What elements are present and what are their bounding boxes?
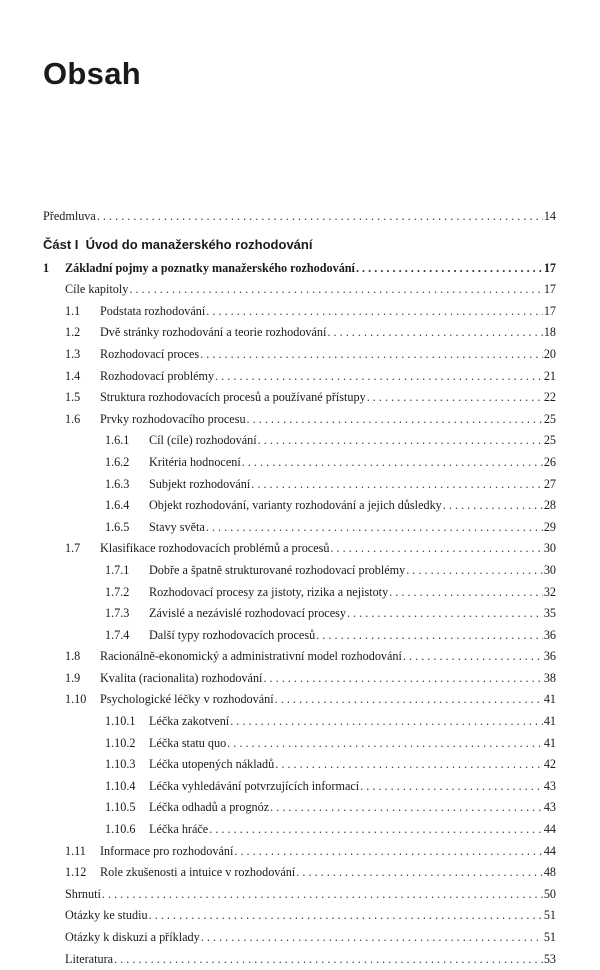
toc-part-heading — [43, 232, 556, 258]
toc-entry-page: 30 — [543, 541, 556, 556]
table-of-contents — [43, 206, 556, 970]
leader-dots — [227, 733, 543, 755]
toc-entry[interactable] — [43, 301, 556, 323]
leader-dots — [356, 258, 543, 280]
toc-entry-page: 17 — [543, 260, 556, 275]
leader-dots — [389, 582, 543, 604]
part-number: Část I — [43, 236, 79, 252]
toc-entry-number: 1 — [43, 260, 50, 275]
toc-entry-label: Subjekt rozhodování — [149, 476, 251, 491]
toc-entry-number: 1.6.1 — [105, 433, 130, 448]
toc-entry[interactable] — [43, 474, 556, 496]
toc-entry-label: Kritéria hodnocení — [149, 454, 241, 469]
toc-entry-page: 30 — [543, 562, 556, 577]
toc-entry-number: 1.7 — [65, 541, 81, 556]
toc-entry-label: Léčka statu quo — [149, 735, 227, 750]
toc-entry-page: 51 — [543, 908, 556, 923]
toc-entry-page: 48 — [543, 865, 556, 880]
toc-entry-page: 32 — [543, 584, 556, 599]
toc-entry-label: Rozhodovací proces — [100, 346, 200, 361]
toc-entry-label: Otázky k diskuzi a příklady — [65, 930, 200, 944]
toc-entry-number: 1.9 — [65, 670, 81, 685]
toc-entry[interactable] — [43, 646, 556, 668]
toc-entry[interactable] — [43, 538, 556, 560]
leader-dots — [327, 322, 542, 344]
leader-dots — [242, 452, 543, 474]
toc-entry-label: Rozhodovací problémy — [100, 368, 215, 383]
page-title: Obsah — [43, 56, 141, 91]
leader-dots — [201, 927, 543, 949]
leader-dots — [275, 689, 543, 711]
toc-entry[interactable] — [43, 452, 556, 474]
toc-entry-page: 53 — [543, 951, 556, 966]
toc-entry-page: 50 — [543, 886, 556, 901]
toc-entry[interactable] — [43, 711, 556, 733]
leader-dots — [206, 517, 543, 539]
toc-entry-number: 1.10.4 — [105, 778, 136, 793]
leader-dots — [403, 646, 543, 668]
toc-entry[interactable] — [43, 582, 556, 604]
toc-entry[interactable] — [43, 668, 556, 690]
toc-entry-page: 36 — [543, 627, 556, 642]
toc-entry-page: 25 — [543, 411, 556, 426]
toc-entry[interactable] — [43, 387, 556, 409]
toc-entry-page: 38 — [543, 670, 556, 685]
leader-dots — [258, 430, 543, 452]
toc-entry-number: 1.5 — [65, 390, 81, 405]
toc-entry-number: 1.10.6 — [105, 822, 136, 837]
toc-entry-label: Kvalita (racionalita) rozhodování — [100, 670, 263, 685]
toc-entry[interactable] — [43, 603, 556, 625]
toc-entry-page: 44 — [543, 822, 556, 837]
leader-dots — [200, 344, 543, 366]
toc-entry-page: 17 — [543, 303, 556, 318]
toc-entry[interactable] — [43, 689, 556, 711]
toc-entry-number: 1.6.4 — [105, 498, 130, 513]
leader-dots — [275, 754, 543, 776]
toc-entry-number: 1.7.3 — [105, 606, 130, 621]
leader-dots — [114, 949, 543, 970]
toc-entry-page: 35 — [543, 606, 556, 621]
leader-dots — [347, 603, 543, 625]
toc-entry[interactable] — [43, 279, 556, 301]
leader-dots — [215, 366, 543, 388]
toc-entry-page: 14 — [543, 209, 556, 223]
toc-entry-page: 41 — [543, 692, 556, 707]
leader-dots — [230, 711, 543, 733]
toc-entry[interactable] — [43, 344, 556, 366]
toc-entry-label: Psychologické léčky v rozhodování — [100, 692, 274, 707]
toc-entry-label: Cíle kapitoly — [65, 282, 129, 297]
toc-entry-label: Léčka vyhledávání potvrzujících informací — [149, 778, 360, 793]
toc-entry-number: 1.6.5 — [105, 519, 130, 534]
toc-entry-page: 41 — [543, 714, 556, 729]
toc-entry[interactable] — [43, 430, 556, 452]
toc-entry-label: Otázky ke studiu — [65, 908, 148, 923]
part-title: Úvod do manažerského rozhodování — [85, 236, 313, 252]
toc-entry-page: 25 — [543, 433, 556, 448]
toc-entry-label: Objekt rozhodování, varianty rozhodování a jejich důsledky — [149, 498, 442, 513]
toc-entry[interactable] — [43, 949, 556, 970]
toc-entry-page: 51 — [543, 930, 556, 944]
toc-entry-number: 1.10 — [65, 692, 87, 707]
toc-entry-number: 1.7.1 — [105, 562, 130, 577]
toc-entry-number: 1.10.3 — [105, 757, 136, 772]
leader-dots — [149, 905, 543, 927]
leader-dots — [129, 279, 543, 301]
leader-dots — [316, 625, 543, 647]
toc-entry-page: 22 — [543, 390, 556, 405]
toc-entry-page: 26 — [543, 454, 556, 469]
toc-entry-number: 1.10.5 — [105, 800, 136, 815]
toc-entries — [43, 279, 556, 970]
toc-entry-label: Cíl (cíle) rozhodování — [149, 433, 257, 448]
toc-entry-label: Dobře a špatně strukturované rozhodovací problémy — [149, 562, 406, 577]
toc-entry-number: 1.7.4 — [105, 627, 130, 642]
toc-entry-number: 1.4 — [65, 368, 81, 383]
leader-dots — [97, 206, 543, 228]
toc-entry-label: Role zkušenosti a intuice v rozhodování — [100, 865, 296, 880]
toc-entry[interactable] — [43, 819, 556, 841]
leader-dots — [263, 668, 542, 690]
toc-entry-page: 21 — [543, 368, 556, 383]
leader-dots — [443, 495, 543, 517]
leader-dots — [206, 301, 543, 323]
toc-entry-label: Klasifikace rozhodovacích problémů a procesů — [100, 541, 330, 556]
toc-entry[interactable] — [43, 366, 556, 388]
toc-entry-label: Léčka zakotvení — [149, 714, 230, 729]
toc-entry-label: Informace pro rozhodování — [100, 843, 234, 858]
leader-dots — [209, 819, 543, 841]
leader-dots — [234, 841, 542, 863]
toc-entry-page: 28 — [543, 498, 556, 513]
toc-entry-label: Podstata rozhodování — [100, 303, 206, 318]
toc-entry[interactable] — [43, 560, 556, 582]
toc-entry[interactable] — [43, 797, 556, 819]
toc-entry[interactable] — [43, 625, 556, 647]
leader-dots — [102, 884, 543, 906]
toc-entry-label: Léčka odhadů a prognóz — [149, 800, 270, 815]
toc-entry-number: 1.6.2 — [105, 454, 130, 469]
toc-entry[interactable] — [43, 927, 556, 949]
toc-entry-page: 20 — [543, 346, 556, 361]
toc-entry-page: 44 — [543, 843, 556, 858]
toc-entry-preface[interactable] — [43, 206, 556, 228]
toc-entry-page: 17 — [543, 282, 556, 297]
toc-entry[interactable] — [43, 884, 556, 906]
toc-entry-label: Shrnutí — [65, 886, 101, 901]
toc-entry-label: Rozhodovací procesy za jistoty, rizika a nejistoty — [149, 584, 389, 599]
toc-entry-number: 1.10.2 — [105, 735, 136, 750]
leader-dots — [406, 560, 543, 582]
toc-entry-label: Struktura rozhodovacích procesů a používané přístupy — [100, 390, 366, 405]
toc-entry[interactable] — [43, 754, 556, 776]
leader-dots — [247, 409, 543, 431]
leader-dots — [270, 797, 543, 819]
leader-dots — [330, 538, 542, 560]
toc-entry-label: Léčka hráče — [149, 822, 209, 837]
leader-dots — [367, 387, 543, 409]
toc-entry-page: 29 — [543, 519, 556, 534]
toc-entry[interactable] — [43, 409, 556, 431]
toc-entry-label: Předmluva — [43, 209, 96, 223]
toc-entry-page: 43 — [543, 800, 556, 815]
leader-dots — [360, 776, 543, 798]
toc-entry[interactable] — [43, 841, 556, 863]
toc-entry-number: 1.10.1 — [105, 714, 136, 729]
toc-entry[interactable] — [43, 495, 556, 517]
toc-entry-number: 1.3 — [65, 346, 81, 361]
toc-entry-label: Prvky rozhodovacího procesu — [100, 411, 246, 426]
toc-entry-page: 42 — [543, 757, 556, 772]
toc-entry-label: Další typy rozhodovacích procesů — [149, 627, 316, 642]
toc-entry-label: Dvě stránky rozhodování a teorie rozhodování — [100, 325, 327, 340]
toc-entry-number: 1.8 — [65, 649, 81, 664]
toc-entry-label: Literatura — [65, 951, 114, 966]
toc-entry-number: 1.6.3 — [105, 476, 130, 491]
toc-entry-number: 1.7.2 — [105, 584, 130, 599]
toc-entry-number: 1.11 — [65, 843, 86, 858]
leader-dots — [251, 474, 543, 496]
toc-chapter-1[interactable] — [43, 258, 556, 280]
toc-entry-label: Stavy světa — [149, 519, 205, 534]
toc-entry-page: 43 — [543, 778, 556, 793]
toc-entry[interactable] — [43, 776, 556, 798]
toc-entry-label: Léčka utopených nákladů — [149, 757, 275, 772]
toc-entry[interactable] — [43, 322, 556, 344]
toc-entry-page: 27 — [543, 476, 556, 491]
toc-entry-number: 1.12 — [65, 865, 87, 880]
toc-entry[interactable] — [43, 905, 556, 927]
toc-entry-label: Závislé a nezávislé rozhodovací procesy — [149, 606, 346, 621]
toc-entry-number: 1.1 — [65, 303, 81, 318]
toc-entry-page: 36 — [543, 649, 556, 664]
toc-entry-number: 1.6 — [65, 411, 81, 426]
toc-entry[interactable] — [43, 517, 556, 539]
toc-entry-label: Základní pojmy a poznatky manažerského rozhodování — [65, 260, 355, 275]
toc-entry-number: 1.2 — [65, 325, 81, 340]
toc-entry-page: 18 — [543, 325, 556, 340]
toc-entry-page: 41 — [543, 735, 556, 750]
toc-entry[interactable] — [43, 733, 556, 755]
toc-entry-label: Racionálně-ekonomický a administrativní model rozhodování — [100, 649, 402, 664]
